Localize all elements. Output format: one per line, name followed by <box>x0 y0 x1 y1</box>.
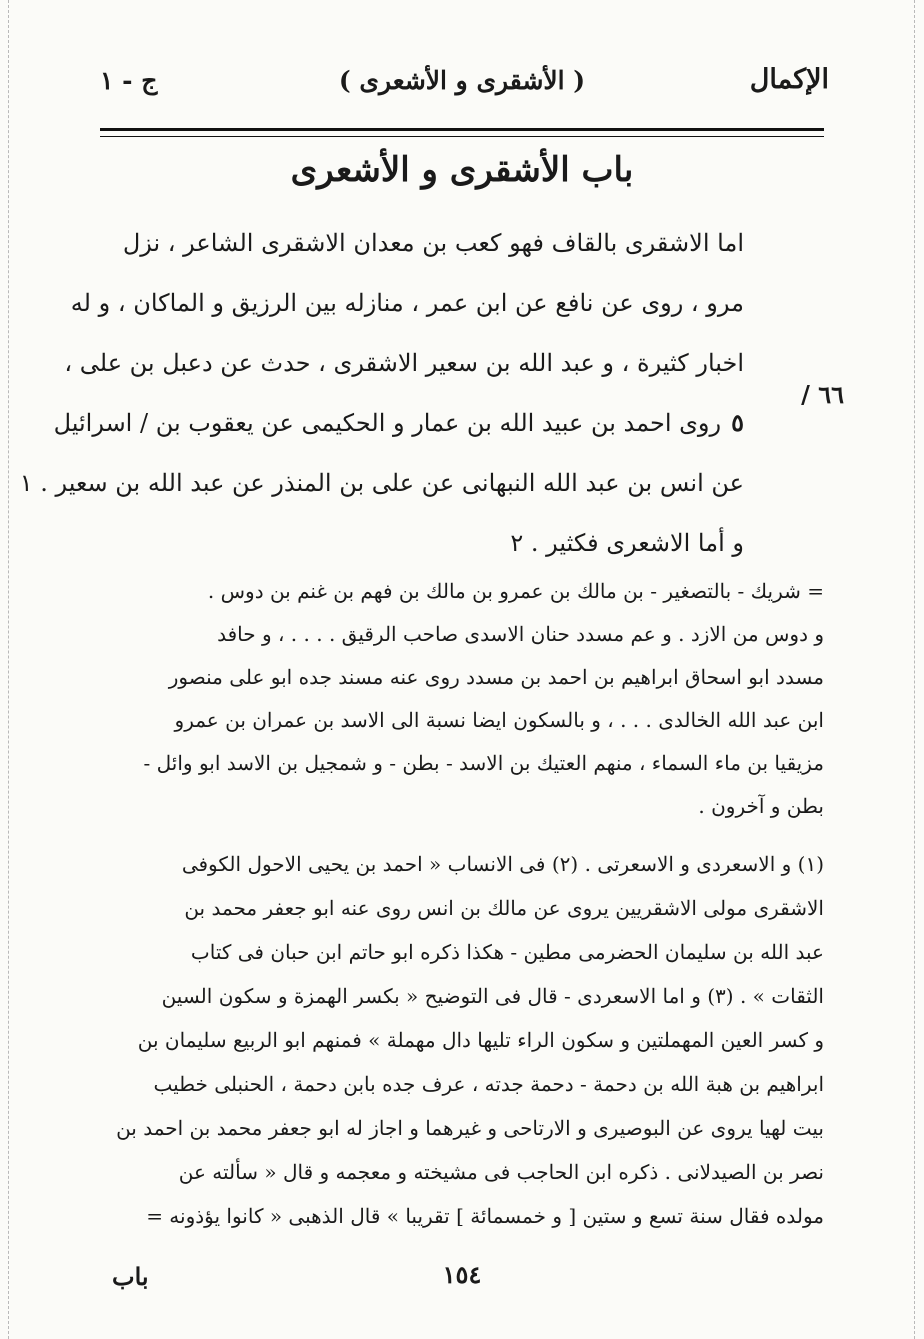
volume-label: ج - ١ <box>100 66 158 95</box>
footnote-line: بطن و آخرون . <box>698 794 824 818</box>
scan-edge-right <box>914 0 915 1339</box>
footnote-line: عبد الله بن سليمان الحضرمى مطين - هكذا ذكره ابو حاتم ابن حبان فى كتاب <box>190 940 824 964</box>
margin-note: ٦٦ / <box>801 380 844 409</box>
page-number: ١٥٤ <box>442 1260 482 1289</box>
footnote-line: ابن عبد الله الخالدى . . . ، و بالسكون ايضا نسبة الى الاسد بن عمران بن عمرو <box>174 708 824 732</box>
footnote-line: بيت لهيا يروى عن البوصيرى و الارتاحى و غيرهما و اجاز له ابو جعفر محمد بن احمد بن <box>116 1116 824 1140</box>
line-number: ٥ <box>731 408 744 437</box>
text-line: و أما الاشعرى فكثير . ٢ <box>510 529 744 557</box>
footnotes <box>100 842 824 1238</box>
footnote-line: مزيقيا بن ماء السماء ، منهم العتيك بن الاسد - بطن - و شمجيل بن الاسد ابو وائل - <box>143 751 824 775</box>
footnote-line: ابراهيم بن هبة الله بن دحمة - دحمة جدته ، عرف جده بابن دحمة ، الحنبلى خطيب <box>153 1072 824 1096</box>
footnote-line: و كسر العين المهملتين و سكون الراء تليها دال مهملة » فمنهم ابو الربيع سليمان بن <box>137 1028 824 1052</box>
footnote-line: مسدد ابو اسحاق ابراهيم بن احمد بن مسدد روى عنه مسند جده ابو على منصور <box>168 665 824 689</box>
footnote-line: الاشقرى مولى الاشقريين يروى عن مالك بن انس روى عنه ابو جعفر محمد بن <box>184 896 824 920</box>
footnote-line: = شريك - بالتصغير - بن مالك بن عمرو بن مالك بن فهم بن غنم بن دوس . <box>207 579 824 603</box>
header-rule-thin <box>100 136 824 137</box>
footnote-line: مولده فقال سنة تسع و ستين [ و خمسمائة ] تقريبا » قال الذهبى « كانوا يؤذونه = <box>146 1204 824 1228</box>
footnote-line: نصر بن الصيدلانى . ذكره ابن الحاجب فى مشيخته و معجمه و قال « سألته عن <box>178 1160 824 1184</box>
chapter-title: باب الأشقرى و الأشعرى <box>290 150 634 190</box>
main-text <box>19 213 744 573</box>
footnote-line: (١) و الاسعردى و الاسعرتى . (٢) فى الانساب « احمد بن يحيى الاحول الكوفى <box>181 852 824 876</box>
text-line-content: روى احمد بن عبيد الله بن عمار و الحكيمى عن يعقوب بن / اسرائيل <box>53 409 722 437</box>
chapter-heading: ( الأشقرى و الأشعرى ) <box>338 66 586 95</box>
footnotes-continued <box>100 570 824 828</box>
text-line: اما الاشقرى بالقاف فهو كعب بن معدان الاشقرى الشاعر ، نزل <box>122 229 744 257</box>
catchword: باب <box>112 1262 149 1291</box>
text-line: اخبار كثيرة ، و عبد الله بن سعير الاشقرى ، حدث عن دعبل بن على ، <box>64 349 744 377</box>
text-line: عن انس بن عبد الله النبهانى عن على بن المنذر عن عبد الله بن سعير . ١ <box>19 469 744 497</box>
text-line-numbered <box>53 393 744 453</box>
header-rule-thick <box>100 128 824 131</box>
running-header <box>95 62 829 102</box>
text-line: مرو ، روى عن نافع عن ابن عمر ، منازله بين الرزيق و الماكان ، و له <box>70 289 744 317</box>
book-title: الإكمال <box>749 64 829 95</box>
footnote-line: و دوس من الازد . و عم مسدد حنان الاسدى صاحب الرقيق . . . . ، و حافد <box>217 622 824 646</box>
scan-edge-left <box>8 0 9 1339</box>
footnote-line: الثقات » . (٣) و اما الاسعردى - قال فى التوضيح « بكسر الهمزة و سكون السين <box>161 984 824 1008</box>
